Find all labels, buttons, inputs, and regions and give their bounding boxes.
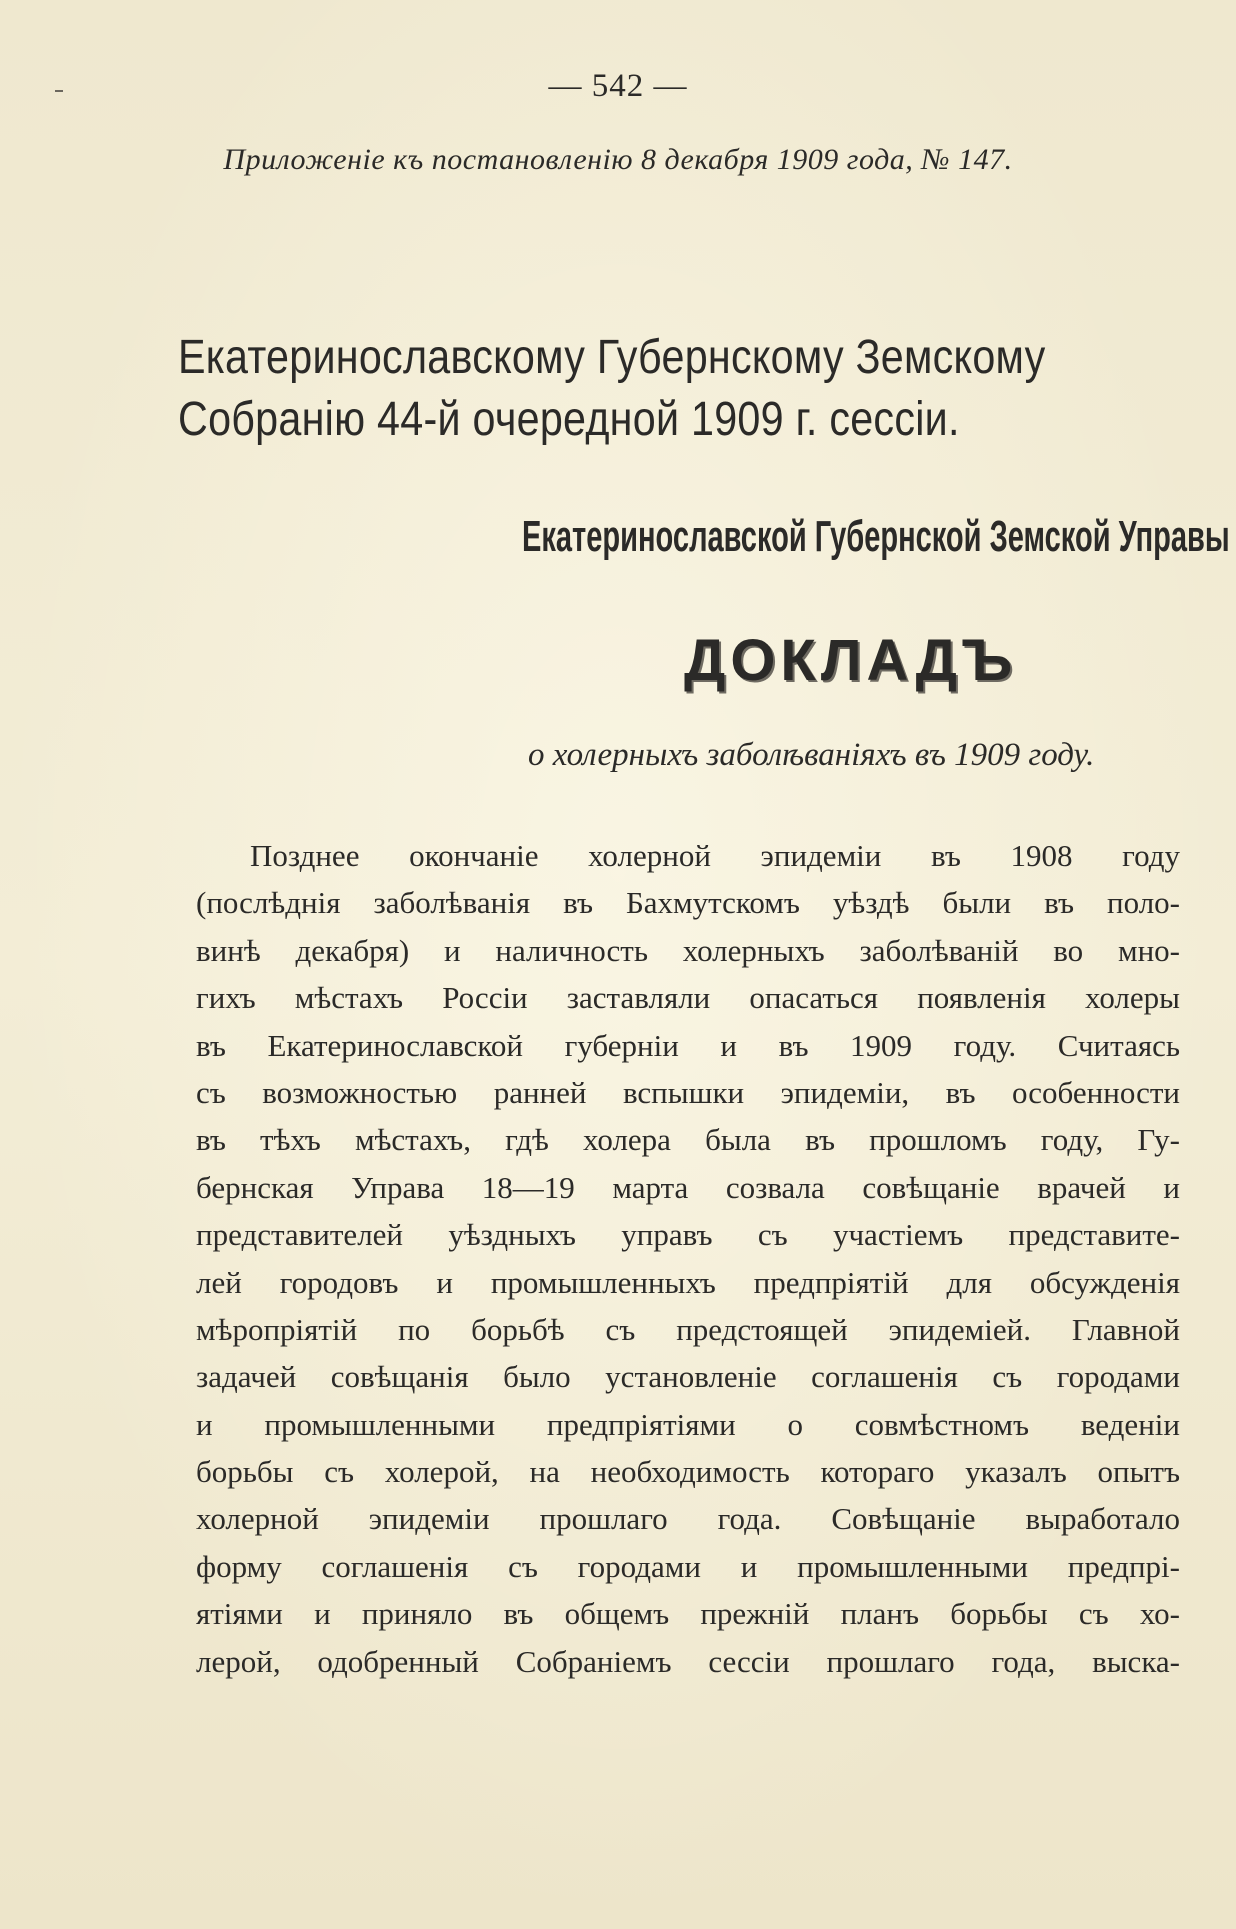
body-line: (послѣднія заболѣванія въ Бахмутскомъ уѣздѣ были въ поло- — [196, 885, 1180, 921]
body-line: холерной эпидеміи прошлаго года. Совѣщаніе выработало — [196, 1501, 1180, 1537]
body-line: задачей совѣщанія было установленіе соглашенія съ городами — [196, 1359, 1180, 1395]
body-line: ятіями и приняло въ общемъ прежній планъ борьбы съ хо- — [196, 1596, 1180, 1632]
body-line: бернская Управа 18—19 марта созвала совѣщаніе врачей и — [196, 1169, 1180, 1205]
address-line: Собранію 44-й очередной 1909 г. сессіи. — [178, 393, 960, 446]
report-title: ДОКЛАДЪ — [684, 628, 1018, 693]
body-line: форму соглашенія съ городами и промышленными предпрі- — [196, 1548, 1180, 1584]
body-line: въ Екатеринославской губерніи и въ 1909 году. Считаясь — [196, 1027, 1180, 1063]
page-number: — 542 — — [548, 68, 688, 104]
body-line: борьбы съ холерой, на необходимость котораго указалъ опытъ — [196, 1454, 1180, 1490]
body-line: лерой, одобренный Собраніемъ сессіи прошлаго года, выска- — [196, 1643, 1180, 1679]
address-heading — [178, 327, 1046, 451]
board-name: Екатеринославской Губернской Земской Управы — [522, 512, 1230, 561]
body-line: винѣ декабря) и наличность холерныхъ заболѣваній во мно- — [196, 932, 1180, 968]
body-line: лей городовъ и промышленныхъ предпріятій для обсужденія — [196, 1264, 1180, 1300]
report-subject: о холерныхъ заболѣваніяхъ въ 1909 году. — [528, 737, 1095, 773]
body-line: съ возможностью ранней вспышки эпидеміи, въ особенности — [196, 1074, 1180, 1110]
body-text — [196, 832, 1180, 1685]
body-line: представителей уѣздныхъ управъ съ участіемъ представите- — [196, 1217, 1180, 1253]
body-line: и промышленными предпріятіями о совмѣстномъ веденіи — [196, 1406, 1180, 1442]
address-line: Екатеринославскому Губернскому Земскому — [178, 331, 1046, 384]
body-line: Позднее окончаніе холерной эпидеміи въ 1908 году — [250, 838, 1180, 873]
body-line: гихъ мѣстахъ Россіи заставляли опасаться появленія холеры — [196, 980, 1180, 1016]
body-line: въ тѣхъ мѣстахъ, гдѣ холера была въ прошломъ году, Гу- — [196, 1122, 1180, 1158]
appendix-note: Приложеніе къ постановленію 8 декабря 1909 года, № 147. — [223, 143, 1013, 176]
body-line: мѣропріятій по борьбѣ съ предстоящей эпидеміей. Главной — [196, 1311, 1180, 1347]
